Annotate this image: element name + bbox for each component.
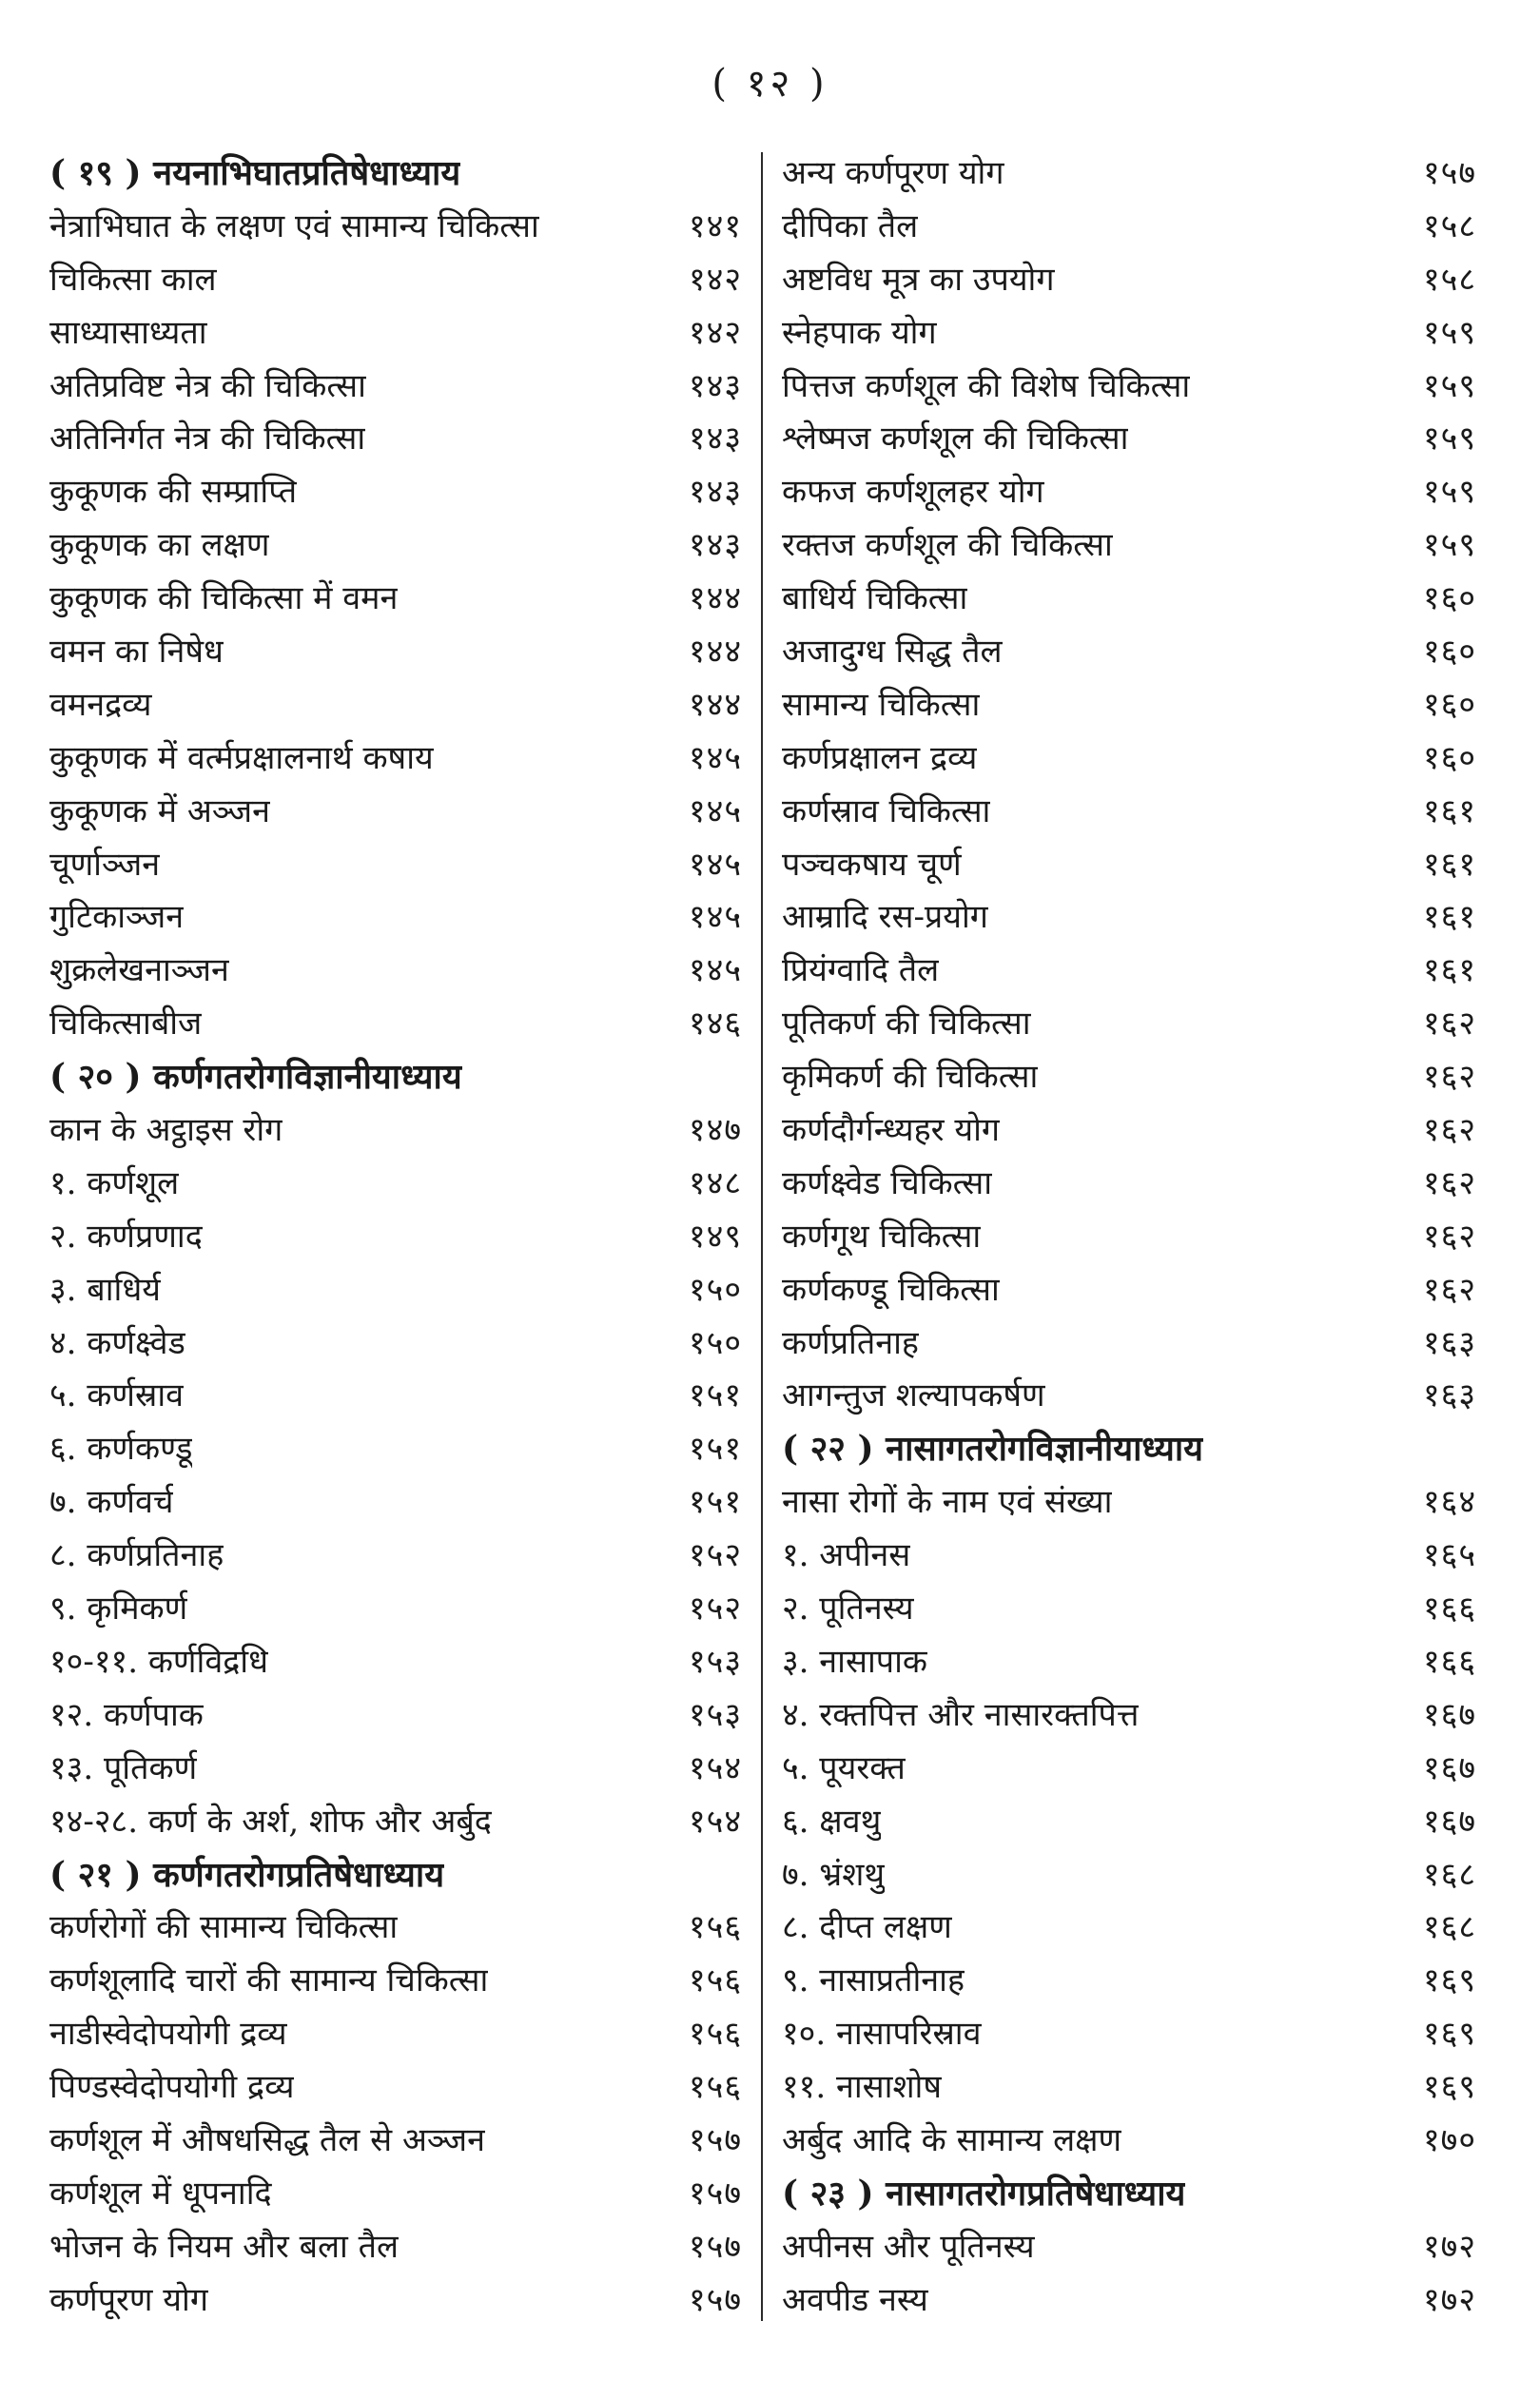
chapter-heading [782, 1423, 1476, 1476]
page-ref: १४५ [688, 738, 742, 777]
toc-entry [49, 2115, 742, 2168]
entry-title: कर्णस्राव चिकित्सा [782, 791, 991, 830]
toc-entry [782, 254, 1476, 307]
page-ref: १५३ [688, 1642, 742, 1681]
toc-entry [49, 201, 742, 254]
entry-title: ४. रक्तपित्त और नासारक्तपित्त [782, 1695, 1140, 1734]
entry-title: ८. कर्णप्रतिनाह [49, 1536, 224, 1575]
entry-title: ६. कर्णकण्डू [49, 1430, 193, 1469]
toc-entry [782, 1636, 1476, 1689]
page-ref: १६० [1422, 633, 1476, 672]
page-ref: १४५ [688, 951, 742, 990]
page-ref: १४५ [688, 845, 742, 884]
entry-title: ८. दीप्त लक्षण [782, 1908, 952, 1947]
page-ref: १७२ [1422, 2280, 1476, 2319]
toc-entry [782, 679, 1476, 732]
entry-title: ७. भ्रंशथु [782, 1855, 886, 1894]
page-ref: १५९ [1422, 526, 1476, 565]
chapter-heading [49, 1849, 742, 1902]
entry-title: प्रियंग्वादि तैल [782, 951, 940, 990]
page-ref: १६२ [1422, 1217, 1476, 1256]
toc-entry [49, 2168, 742, 2221]
toc-entry [782, 201, 1476, 254]
entry-title: २. कर्णप्रणाद [49, 1217, 203, 1256]
entry-title: कर्णदौर्गन्ध्यहर योग [782, 1111, 1001, 1150]
entry-title: कर्णक्ष्वेड चिकित्सा [782, 1163, 993, 1202]
entry-title: ९. कृमिकर्ण [49, 1590, 188, 1629]
toc-entry [782, 2061, 1476, 2115]
page-ref: १५६ [688, 2015, 742, 2054]
toc-entry [49, 1423, 742, 1476]
page-ref: १४३ [688, 366, 742, 405]
chapter-heading [782, 2168, 1476, 2221]
toc-entry [782, 945, 1476, 998]
entry-title: ५. कर्णस्राव [49, 1376, 185, 1415]
page-ref: १४२ [688, 260, 742, 299]
page-ref: १६० [1422, 738, 1476, 777]
toc-entry [782, 1317, 1476, 1371]
toc-entry [782, 1370, 1476, 1423]
entry-title: कुकूणक में वर्त्मप्रक्षालनार्थ कषाय [49, 738, 434, 777]
toc-entry [49, 413, 742, 466]
toc-entry [782, 2008, 1476, 2061]
entry-title: चिकित्सा काल [49, 260, 217, 299]
entry-title: दीपिका तैल [782, 206, 919, 245]
toc-entry [782, 1689, 1476, 1743]
page-ref: १५९ [1422, 419, 1476, 458]
page-ref: १४९ [688, 1217, 742, 1256]
toc-entry [49, 1636, 742, 1689]
entry-title: १०-११. कर्णविद्रधि [49, 1642, 268, 1681]
page-ref: १६२ [1422, 1270, 1476, 1309]
page-ref: १५२ [688, 1536, 742, 1575]
toc-entry [49, 1902, 742, 1955]
toc-entry [782, 573, 1476, 626]
toc-entry [782, 1530, 1476, 1583]
page-ref: १६६ [1422, 1590, 1476, 1629]
chapter-title: ( २२ ) नासागतरोगविज्ञानीयाध्याय [782, 1429, 1204, 1470]
page-ref: १६६ [1422, 1642, 1476, 1681]
entry-title: कृमिकर्ण की चिकित्सा [782, 1058, 1039, 1097]
page-ref: १७२ [1422, 2227, 1476, 2266]
entry-title: पञ्चकषाय चूर्ण [782, 845, 962, 884]
toc-entry [782, 1583, 1476, 1636]
page-ref: १६१ [1422, 791, 1476, 830]
entry-title: १. अपीनस [782, 1536, 911, 1575]
page-ref: १६७ [1422, 1802, 1476, 1841]
toc-entry [49, 2008, 742, 2061]
entry-title: अतिप्रविष्ट नेत्र की चिकित्सा [49, 366, 366, 405]
chapter-title: ( १९ ) नयनाभिघातप्रतिषेधाध्याय [49, 153, 461, 193]
entry-title: १२. कर्णपाक [49, 1695, 204, 1734]
page-ref: १६१ [1422, 898, 1476, 937]
chapter-title: ( २० ) कर्णगतरोगविज्ञानीयाध्याय [49, 1057, 462, 1098]
page-ref: १४६ [688, 1004, 742, 1043]
toc-entry [49, 573, 742, 626]
entry-title: २. पूतिनस्य [782, 1590, 914, 1629]
entry-title: चूर्णाञ्जन [49, 845, 161, 884]
page-number: ( १२ ) [712, 62, 828, 106]
entry-title: ९. नासाप्रतीनाह [782, 1961, 965, 2000]
toc-entry [49, 732, 742, 786]
chapter-title: ( २१ ) कर्णगतरोगप्रतिषेधाध्याय [49, 1854, 445, 1895]
entry-title: कर्णरोगों की सामान्य चिकित्सा [49, 1908, 399, 1947]
chapter-title: ( २३ ) नासागतरोगप्रतिषेधाध्याय [782, 2173, 1186, 2214]
entry-title: ६. क्षवथु [782, 1802, 882, 1841]
page-ref: १६४ [1422, 1483, 1476, 1522]
page-ref: १६२ [1422, 1058, 1476, 1097]
entry-title: आगन्तुज शल्यापकर्षण [782, 1376, 1045, 1415]
entry-title: अष्टविध मूत्र का उपयोग [782, 260, 1055, 299]
page-ref: १५९ [1422, 366, 1476, 405]
entry-title: आम्रादि रस-प्रयोग [782, 898, 988, 937]
toc-entry [782, 1211, 1476, 1264]
entry-title: नासा रोगों के नाम एवं संख्या [782, 1483, 1113, 1522]
entry-title: भोजन के नियम और बला तैल [49, 2227, 400, 2266]
toc-entry [49, 519, 742, 573]
entry-title: १३. पूतिकर्ण [49, 1748, 198, 1787]
page-ref: १४२ [688, 313, 742, 352]
page-ref: १५६ [688, 2068, 742, 2107]
toc-entry [49, 998, 742, 1051]
page-ref: १५७ [688, 2280, 742, 2319]
page-ref: १६२ [1422, 1004, 1476, 1043]
page-ref: १६३ [1422, 1323, 1476, 1362]
toc-entry [782, 2274, 1476, 2328]
entry-title: अपीनस और पूतिनस्य [782, 2227, 1035, 2266]
toc-entry [49, 307, 742, 361]
toc-entry [49, 1955, 742, 2008]
entry-title: रक्तज कर्णशूल की चिकित्सा [782, 526, 1113, 565]
toc-entry [49, 1211, 742, 1264]
page-ref: १६२ [1422, 1111, 1476, 1150]
entry-title: कर्णगूथ चिकित्सा [782, 1217, 982, 1256]
entry-title: १०. नासापरिस्राव [782, 2015, 982, 2054]
page-ref: १६५ [1422, 1536, 1476, 1575]
page-ref: १४५ [688, 898, 742, 937]
page-ref: १४७ [688, 1111, 742, 1150]
entry-title: कफज कर्णशूलहर योग [782, 473, 1044, 512]
entry-title: कुकूणक में अञ्जन [49, 791, 270, 830]
page-ref: १५२ [688, 1590, 742, 1629]
toc-entry [49, 2274, 742, 2328]
toc-entry [49, 786, 742, 839]
entry-title: नेत्राभिघात के लक्षण एवं सामान्य चिकित्सा [49, 206, 539, 245]
entry-title: कर्णशूल में औषधसिद्ध तैल से अञ्जन [49, 2120, 486, 2159]
entry-title: गुटिकाञ्जन [49, 898, 185, 937]
page-ref: १५४ [688, 1748, 742, 1787]
toc-entry [49, 1530, 742, 1583]
toc-entry [49, 2221, 742, 2274]
entry-title: कर्णशूल में धूपनादि [49, 2174, 272, 2213]
entry-title: ११. नासाशोष [782, 2068, 943, 2107]
entry-title: ४. कर्णक्ष्वेड [49, 1323, 185, 1362]
toc-entry [49, 891, 742, 945]
entry-title: ७. कर्णवर्च [49, 1483, 174, 1522]
page-ref: १५४ [688, 1802, 742, 1841]
toc-entry [782, 361, 1476, 414]
page-ref: १६८ [1422, 1908, 1476, 1947]
page-ref: १४३ [688, 526, 742, 565]
toc-entry [49, 626, 742, 679]
entry-title: पिण्डस्वेदोपयोगी द्रव्य [49, 2068, 295, 2107]
page-ref: १५१ [688, 1376, 742, 1415]
entry-title: कर्णप्रक्षालन द्रव्य [782, 738, 978, 777]
entry-title: कुकूणक की चिकित्सा में वमन [49, 579, 399, 618]
entry-title: वमन का निषेध [49, 633, 224, 672]
page-ref: १६९ [1422, 1961, 1476, 2000]
entry-title: वमनद्रव्य [49, 685, 152, 724]
entry-title: १४-२८. कर्ण के अर्श, शोफ और अर्बुद [49, 1802, 492, 1841]
entry-title: कर्णपूरण योग [49, 2280, 208, 2319]
page-ref: १६२ [1422, 1163, 1476, 1202]
toc-entry [782, 307, 1476, 361]
toc-entry [782, 466, 1476, 519]
page-ref: १६९ [1422, 2015, 1476, 2054]
entry-title: पूतिकर्ण की चिकित्सा [782, 1004, 1031, 1043]
page-ref: १६३ [1422, 1376, 1476, 1415]
toc-entry [49, 1104, 742, 1158]
entry-title: अर्बुद आदि के सामान्य लक्षण [782, 2120, 1122, 2159]
page-ref: १६७ [1422, 1695, 1476, 1734]
entry-title: कुकूणक का लक्षण [49, 526, 270, 565]
toc-entry [782, 891, 1476, 945]
toc-entry [782, 1849, 1476, 1902]
toc-entry [49, 1743, 742, 1796]
toc-entry [49, 1370, 742, 1423]
entry-title: कुकूणक की सम्प्राप्ति [49, 473, 298, 512]
page-ref: १६८ [1422, 1855, 1476, 1894]
toc-entry [49, 1317, 742, 1371]
page-ref: १६९ [1422, 2068, 1476, 2107]
toc-entry [782, 1743, 1476, 1796]
page-ref: १५१ [688, 1483, 742, 1522]
toc-entry [782, 1476, 1476, 1530]
toc-entry [782, 1955, 1476, 2008]
entry-title: ५. पूयरक्त [782, 1748, 906, 1787]
entry-title: कर्णप्रतिनाह [782, 1323, 919, 1362]
right-column [782, 147, 1476, 2328]
toc-entry [49, 1158, 742, 1211]
entry-title: कर्णकण्डू चिकित्सा [782, 1270, 1000, 1309]
entry-title: सामान्य चिकित्सा [782, 685, 981, 724]
entry-title: कान के अट्ठाइस रोग [49, 1111, 283, 1150]
toc-entry [49, 1264, 742, 1317]
page-ref: १४१ [688, 206, 742, 245]
entry-title: स्नेहपाक योग [782, 313, 937, 352]
page-ref: १४३ [688, 419, 742, 458]
page-ref: १५३ [688, 1695, 742, 1734]
page-ref: १५१ [688, 1430, 742, 1469]
toc-entry [782, 2221, 1476, 2274]
page-ref: १४४ [688, 685, 742, 724]
page-ref: १४३ [688, 473, 742, 512]
page-ref: १५७ [688, 2227, 742, 2266]
page-ref: १५७ [1422, 154, 1476, 192]
page-ref: १५६ [688, 1908, 742, 1947]
entry-title: श्लेष्मज कर्णशूल की चिकित्सा [782, 419, 1129, 458]
toc-entry [782, 2115, 1476, 2168]
toc-entry [49, 2061, 742, 2115]
page-ref: १४८ [688, 1163, 742, 1202]
toc-entry [782, 626, 1476, 679]
page-ref: १५० [688, 1270, 742, 1309]
toc-entry [782, 998, 1476, 1051]
toc-entry [49, 1583, 742, 1636]
page-ref: १६० [1422, 579, 1476, 618]
toc-entry [49, 361, 742, 414]
toc-entry [49, 679, 742, 732]
toc-entry [782, 786, 1476, 839]
toc-entry [49, 254, 742, 307]
entry-title: अतिनिर्गत नेत्र की चिकित्सा [49, 419, 366, 458]
toc-entry [782, 1264, 1476, 1317]
entry-title: कर्णशूलादि चारों की सामान्य चिकित्सा [49, 1961, 489, 2000]
entry-title: बाधिर्य चिकित्सा [782, 579, 968, 618]
page-ref: १४४ [688, 633, 742, 672]
page-ref: १५९ [1422, 313, 1476, 352]
page-ref: १६१ [1422, 845, 1476, 884]
toc-entry [49, 1689, 742, 1743]
chapter-heading [49, 147, 742, 201]
page-ref: १५९ [1422, 473, 1476, 512]
entry-title: चिकित्साबीज [49, 1004, 203, 1043]
entry-title: पित्तज कर्णशूल की विशेष चिकित्सा [782, 366, 1191, 405]
page-ref: १५० [688, 1323, 742, 1362]
entry-title: ३. बाधिर्य [49, 1270, 161, 1309]
toc-entry [782, 839, 1476, 892]
toc-entry [782, 519, 1476, 573]
toc-entry [782, 1902, 1476, 1955]
toc-entry [49, 839, 742, 892]
entry-title: साध्यासाध्यता [49, 313, 207, 352]
entry-title: अजादुग्ध सिद्ध तैल [782, 633, 1003, 672]
toc-entry [49, 945, 742, 998]
page-ref: १५७ [688, 2120, 742, 2159]
page-ref: १५७ [688, 2174, 742, 2213]
toc-entry [782, 732, 1476, 786]
toc-entry [782, 147, 1476, 201]
toc-entry [782, 1796, 1476, 1849]
page-ref: १६१ [1422, 951, 1476, 990]
chapter-heading [49, 1051, 742, 1104]
column-divider [761, 152, 763, 2321]
entry-title: नाडीस्वेदोपयोगी द्रव्य [49, 2015, 287, 2054]
toc-entry [782, 1158, 1476, 1211]
toc-entry [782, 413, 1476, 466]
entry-title: शुक्रलेखनाञ्जन [49, 951, 229, 990]
left-column [49, 147, 742, 2328]
page-ref: १६७ [1422, 1748, 1476, 1787]
page-ref: १५६ [688, 1961, 742, 2000]
page-ref: १५८ [1422, 206, 1476, 245]
toc-entry [782, 1051, 1476, 1104]
entry-title: अन्य कर्णपूरण योग [782, 154, 1004, 192]
entry-title: अवपीड नस्य [782, 2280, 928, 2319]
page-ref: १७० [1422, 2120, 1476, 2159]
page-ref: १६० [1422, 685, 1476, 724]
toc-entry [49, 1796, 742, 1849]
toc-entry [782, 1104, 1476, 1158]
entry-title: १. कर्णशूल [49, 1163, 180, 1202]
page-ref: १५८ [1422, 260, 1476, 299]
page-ref: १४५ [688, 791, 742, 830]
entry-title: ३. नासापाक [782, 1642, 927, 1681]
toc-entry [49, 1476, 742, 1530]
toc-entry [49, 466, 742, 519]
page-ref: १४४ [688, 579, 742, 618]
